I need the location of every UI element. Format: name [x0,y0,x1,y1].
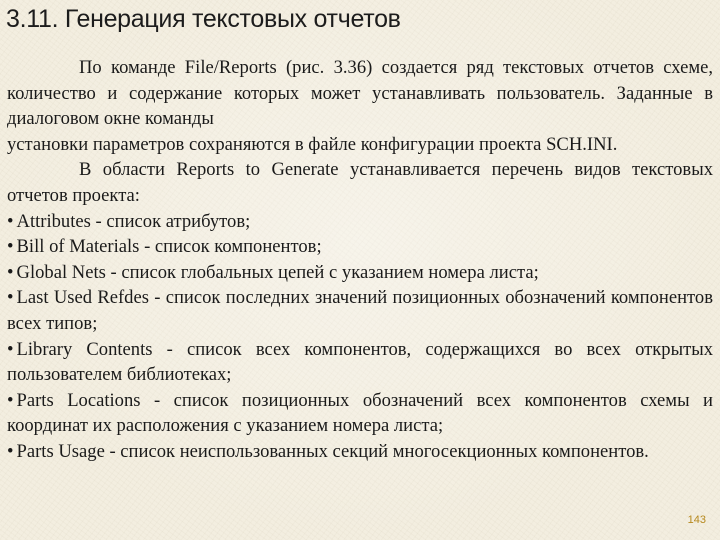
intro-paragraph-2: установки параметров сохраняются в файле конфигурации проекта SCH.INI. [7,133,618,155]
intro-paragraph-3: В области Reports to Generate устанавливается перечень видов текстовых отчетов проекта: [7,159,713,206]
slide-body [7,55,713,465]
page-number: 143 [687,514,706,526]
page-title: 3.11. Генерация текстовых отчетов [6,5,401,33]
bullet-library-contents: • Library Contents - список всех компонентов, содержащихся во всех открытых пользователем библиотеках; [7,337,713,388]
bullet-global-nets: • Global Nets - список глобальных цепей с указанием номера листа; [7,260,713,286]
bullet-last-used-refdes: • Last Used Refdes - список последних значений позиционных обозначений компонентов всех типов; [7,285,713,336]
intro-paragraph-1: По команде File/Reports (рис. 3.36) создается ряд текстовых отчетов схеме, количество и содержание которых может устанавливать пользователь. Заданные в диалоговом окне команды [7,57,713,130]
bullet-parts-usage: • Parts Usage - список неиспользованных секций многосекционных компонентов. [7,439,713,465]
bullet-attributes: • Attributes - список атрибутов; [7,209,713,235]
bullet-bill-of-materials: • Bill of Materials - список компонентов; [7,234,713,260]
bullet-parts-locations: • Parts Locations - список позиционных обозначений всех компонентов схемы и координат их расположения с указанием номера листа; [7,388,713,439]
